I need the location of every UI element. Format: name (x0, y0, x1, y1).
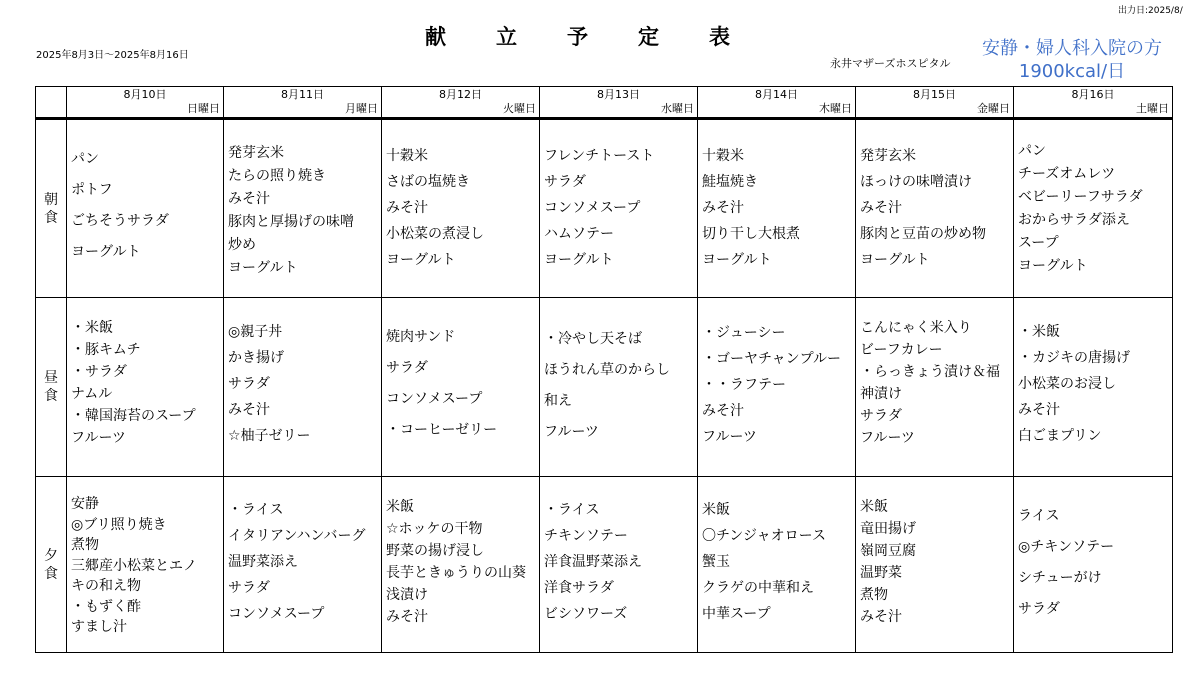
menu-item: 温野菜添え (228, 554, 298, 570)
menu-item: ヨーグルト (702, 252, 772, 268)
day-date: 8月15日 (913, 88, 956, 101)
day-header (540, 87, 698, 119)
day-date: 8月14日 (755, 88, 798, 101)
day-of-week: 土曜日 (1136, 102, 1169, 115)
menu-item: ・韓国海苔のスープ (71, 408, 196, 424)
day-header (698, 87, 856, 119)
menu-item: 発芽玄米 (228, 145, 284, 161)
menu-item: サラダ (860, 408, 902, 424)
menu-item: コンソメスープ (228, 606, 325, 622)
menu-item: さばの塩焼き (386, 174, 470, 190)
menu-item: 発芽玄米 (860, 148, 916, 164)
menu-cell (540, 298, 698, 477)
menu-item: こんにゃく米入り (860, 320, 972, 336)
menu-item: コンソメスープ (544, 200, 641, 216)
menu-item: チーズオムレツ (1018, 166, 1116, 182)
menu-cell (224, 119, 382, 298)
menu-cell (856, 119, 1014, 298)
meal-label-breakfast (36, 119, 67, 298)
day-date: 8月10日 (123, 88, 167, 101)
menu-item: 安静 (71, 496, 99, 512)
menu-item: ◎チキンソテー (1018, 539, 1115, 555)
menu-item: 煮物 (71, 537, 99, 553)
meal-row-dinner (36, 477, 1173, 653)
menu-item: ヨーグルト (1018, 258, 1088, 274)
menu-item: ・・ラフテー (702, 377, 786, 393)
menu-item: みそ汁 (860, 609, 902, 625)
menu-item: みそ汁 (228, 402, 270, 418)
day-of-week: 日曜日 (187, 102, 220, 115)
menu-item: みそ汁 (702, 403, 744, 419)
menu-item: キの和え物 (71, 578, 141, 594)
menu-item: 豚肉と厚揚げの味噌 (228, 214, 354, 230)
menu-item: みそ汁 (386, 609, 428, 625)
menu-item: みそ汁 (386, 200, 428, 216)
menu-cell (1014, 298, 1173, 477)
menu-item: ・米飯 (71, 320, 113, 336)
header-row (36, 87, 1173, 119)
meal-label-char: 食 (44, 388, 58, 404)
menu-item: 蟹玉 (702, 554, 730, 570)
menu-item: ナムル (71, 386, 113, 402)
menu-item: 長芋ときゅうりの山葵 (386, 565, 526, 581)
menu-item: ◎ブリ照り焼き (71, 516, 167, 533)
menu-item: イタリアンハンバーグ (228, 528, 366, 544)
day-header (67, 87, 224, 119)
menu-item: シチューがけ (1018, 570, 1102, 586)
menu-item: 炒め (228, 237, 256, 253)
menu-cell (67, 477, 224, 653)
menu-item: ほうれん草のからし (544, 362, 670, 378)
menu-item: かき揚げ (228, 350, 284, 366)
day-header (1014, 87, 1173, 119)
menu-item: ごちそうサラダ (71, 213, 169, 229)
menu-item: 三郷産小松菜とエノ (71, 557, 197, 574)
menu-item: ビーフカレー (860, 342, 943, 358)
menu-item: おからサラダ添え (1018, 212, 1130, 228)
meal-label-char: 夕 (44, 547, 58, 564)
menu-item: ヨーグルト (386, 252, 456, 268)
menu-item: サラダ (1018, 601, 1060, 617)
menu-item: 中華スープ (702, 606, 771, 622)
menu-table (35, 86, 1173, 653)
menu-item: ・もずく酢 (71, 598, 141, 615)
menu-cell (382, 477, 540, 653)
meal-label-lunch (36, 298, 67, 477)
day-date: 8月12日 (439, 88, 482, 101)
menu-cell (224, 477, 382, 653)
menu-item: ・ゴーヤチャンプルー (702, 351, 842, 367)
menu-item: 浅漬け (386, 587, 428, 603)
day-of-week: 水曜日 (661, 102, 694, 115)
menu-item: 神漬け (860, 386, 902, 402)
menu-item: 十穀米 (386, 148, 428, 164)
menu-cell (1014, 119, 1173, 298)
meal-row-breakfast (36, 119, 1173, 298)
page-title: 献立予定表 (425, 25, 780, 49)
menu-item: ・ライス (544, 502, 600, 518)
diet-type: 安静・婦人科入院の方 (982, 38, 1162, 59)
menu-item: パン (71, 151, 99, 167)
menu-item: 豚肉と豆苗の炒め物 (860, 226, 986, 242)
menu-item: たらの照り焼き (228, 168, 326, 184)
menu-cell (540, 477, 698, 653)
menu-item: ヨーグルト (228, 260, 298, 276)
meal-label-char: 朝 (44, 191, 58, 208)
date-range: 2025年8月3日～2025年8月16日 (36, 50, 189, 61)
day-date: 8月16日 (1071, 88, 1115, 101)
menu-item: 〇チンジャオロース (702, 528, 826, 544)
menu-item: 白ごまプリン (1018, 428, 1102, 444)
menu-item: ☆柚子ゼリー (228, 428, 311, 444)
menu-item: ヨーグルト (544, 252, 614, 268)
menu-item: 小松菜の煮浸し (386, 226, 484, 242)
meal-label-char: 昼 (44, 370, 58, 386)
day-of-week: 木曜日 (819, 102, 852, 115)
menu-cell (698, 477, 856, 653)
meal-label-char: 食 (44, 209, 58, 226)
menu-item: 焼肉サンド (386, 329, 456, 345)
menu-item: みそ汁 (702, 200, 744, 216)
menu-cell (1014, 477, 1173, 653)
meal-row-lunch (36, 298, 1173, 477)
menu-item: ・コーヒーゼリー (386, 422, 498, 438)
menu-cell (382, 119, 540, 298)
menu-item: フルーツ (71, 430, 126, 446)
day-of-week: 月曜日 (345, 102, 378, 115)
menu-item: 小松菜のお浸し (1018, 376, 1116, 392)
menu-item: ビシソワーズ (544, 606, 628, 622)
meal-label-char: 食 (44, 565, 58, 582)
menu-item: ・豚キムチ (71, 342, 141, 358)
menu-item: ハムソテー (544, 226, 614, 242)
menu-cell (67, 119, 224, 298)
menu-cell (67, 298, 224, 477)
menu-item: サラダ (228, 376, 270, 392)
menu-item: サラダ (544, 174, 586, 190)
menu-item: 野菜の揚げ浸し (386, 543, 484, 559)
menu-item: フルーツ (702, 429, 757, 445)
menu-item: 温野菜 (860, 565, 902, 581)
menu-cell (698, 119, 856, 298)
menu-item: 煮物 (860, 587, 888, 603)
day-date: 8月11日 (281, 88, 324, 101)
menu-item: 竜田揚げ (860, 521, 916, 537)
menu-item: ほっけの味噌漬け (860, 174, 972, 190)
menu-item: 十穀米 (702, 148, 744, 164)
menu-item: 洋食サラダ (544, 580, 614, 596)
diet-calories: 1900kcal/日 (1018, 61, 1126, 82)
menu-item: ライス (1018, 508, 1060, 524)
menu-item: ・カジキの唐揚げ (1018, 350, 1130, 366)
menu-cell (224, 298, 382, 477)
day-of-week: 火曜日 (503, 102, 536, 115)
menu-cell (382, 298, 540, 477)
menu-item: ヨーグルト (71, 244, 141, 260)
menu-item: 切り干し大根煮 (702, 226, 800, 242)
menu-cell (856, 477, 1014, 653)
corner-cell (36, 87, 67, 119)
menu-item: コンソメスープ (386, 391, 483, 407)
menu-item: 鮭塩焼き (702, 174, 758, 190)
menu-item: パン (1018, 143, 1046, 159)
menu-item: ・ライス (228, 502, 284, 518)
menu-item: フルーツ (544, 424, 599, 440)
menu-item: みそ汁 (1018, 402, 1060, 418)
menu-item: ・米飯 (1018, 324, 1060, 340)
menu-item: 嶺岡豆腐 (860, 543, 916, 559)
menu-item: ☆ホッケの干物 (386, 521, 483, 537)
menu-item: ・冷やし天そば (544, 331, 642, 347)
output-date: 出力日:2025/8/ (1118, 6, 1183, 16)
menu-item: フレンチトースト (544, 148, 655, 164)
menu-item: スープ (1018, 235, 1059, 251)
menu-item: ・サラダ (71, 364, 127, 380)
menu-cell (698, 298, 856, 477)
hospital-name: 永井マザーズホスピタル (830, 57, 951, 70)
menu-item: 米飯 (702, 502, 730, 518)
day-header (382, 87, 540, 119)
menu-cell (540, 119, 698, 298)
menu-cell (856, 298, 1014, 477)
menu-item: ポトフ (71, 182, 113, 198)
day-header (856, 87, 1014, 119)
menu-item: クラゲの中華和え (702, 580, 814, 596)
menu-item: 洋食温野菜添え (544, 554, 642, 570)
meal-label-dinner (36, 477, 67, 653)
menu-item: サラダ (386, 360, 428, 376)
day-header (224, 87, 382, 119)
menu-item: 和え (544, 393, 572, 409)
menu-item: ◎親子丼 (228, 324, 283, 340)
menu-item: 米飯 (860, 499, 888, 515)
menu-item: ベビーリーフサラダ (1018, 189, 1143, 205)
menu-item: ・らっきょう漬け＆福 (860, 364, 1000, 380)
menu-item: フルーツ (860, 430, 915, 446)
day-date: 8月13日 (597, 88, 640, 101)
menu-item: 米飯 (386, 499, 414, 515)
menu-item: ・ジューシー (702, 325, 786, 341)
menu-item: すまし汁 (71, 619, 127, 635)
menu-item: ヨーグルト (860, 252, 930, 268)
menu-item: チキンソテー (544, 528, 628, 544)
menu-item: みそ汁 (228, 191, 270, 207)
menu-item: サラダ (228, 580, 270, 596)
day-of-week: 金曜日 (977, 102, 1010, 115)
menu-item: みそ汁 (860, 200, 902, 216)
